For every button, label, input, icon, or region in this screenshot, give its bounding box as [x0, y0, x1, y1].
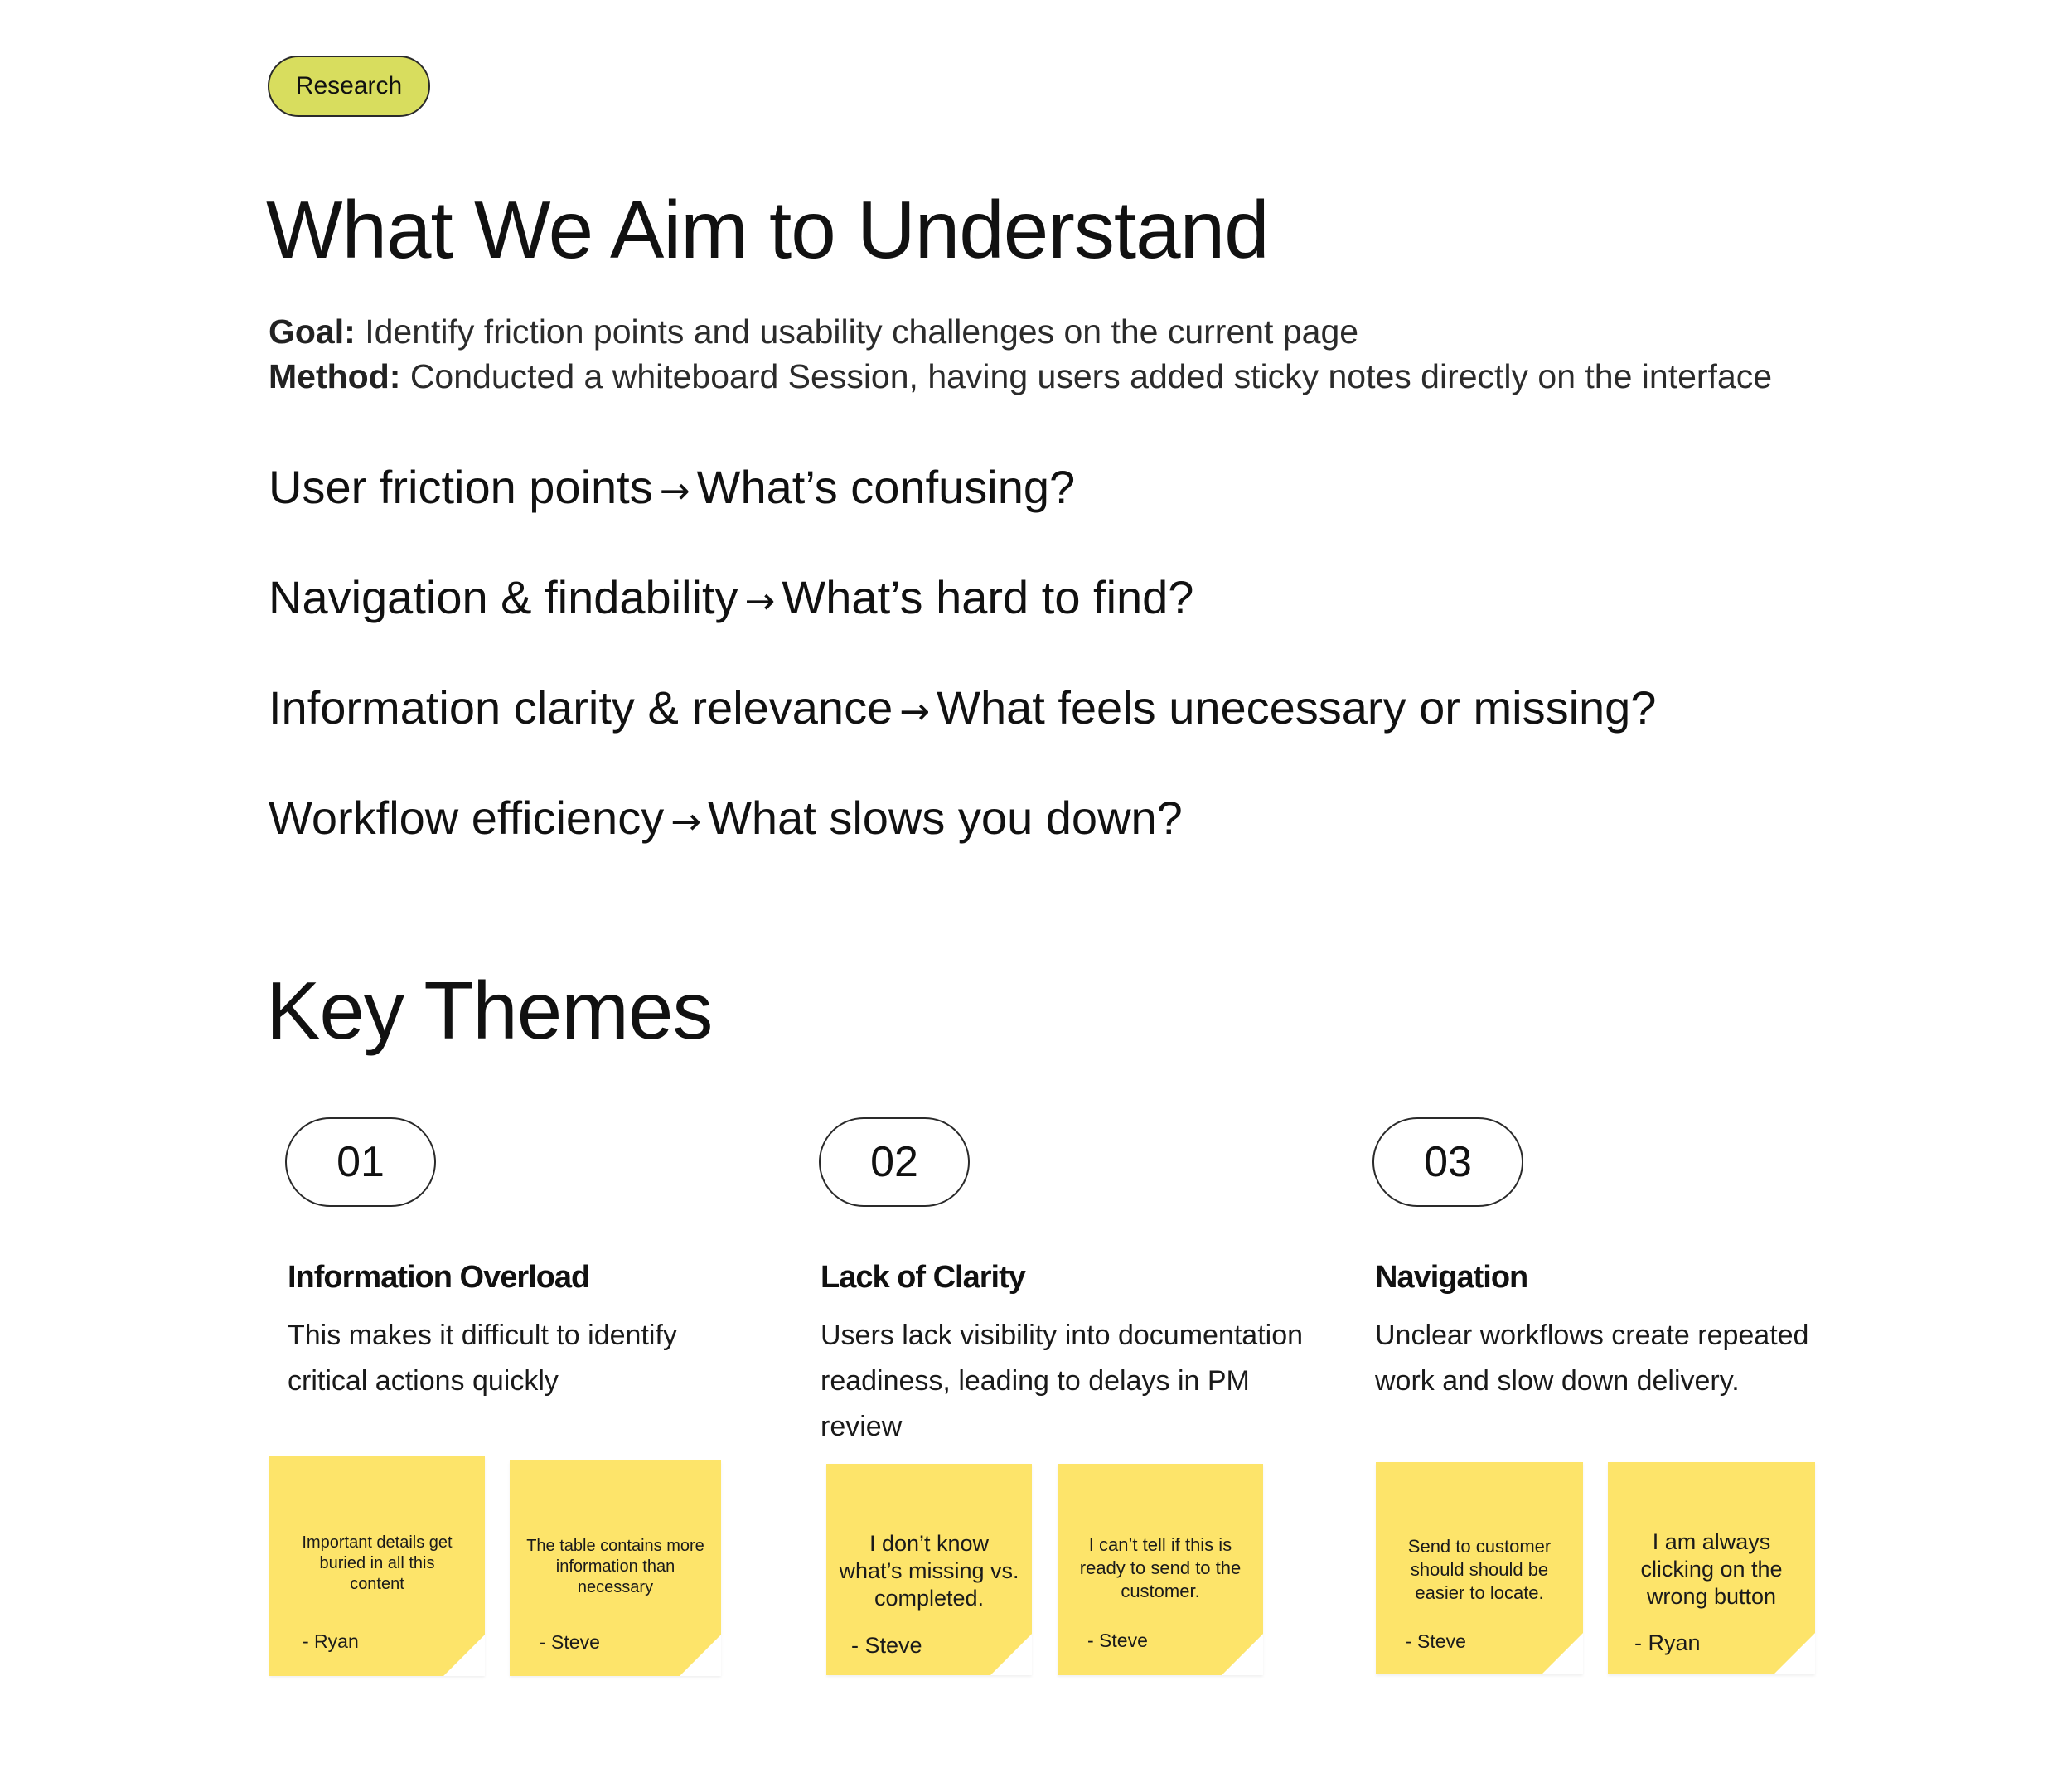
sticky-note — [1376, 1462, 1583, 1674]
question-text: What feels unecessary or missing? — [937, 681, 1657, 734]
themes-heading: Key Themes — [266, 965, 713, 1056]
goal-text: Identify friction points and usability challenges on the current page — [365, 312, 1359, 351]
sticky-note — [1058, 1464, 1263, 1675]
right-arrow-icon: → — [744, 580, 776, 622]
question-text: What slows you down? — [708, 792, 1183, 844]
right-arrow-icon: → — [899, 690, 931, 733]
question-item — [269, 792, 1183, 844]
theme-title: Information Overload — [288, 1260, 590, 1295]
sticky-note-author: - Steve — [540, 1631, 600, 1653]
question-topic: Information clarity & relevance — [269, 681, 893, 734]
question-item — [269, 681, 1657, 734]
method-label: Method: — [269, 357, 401, 395]
question-item — [269, 461, 1076, 513]
question-item — [269, 571, 1194, 623]
right-arrow-icon: → — [659, 470, 690, 512]
sticky-note-text: The table contains more information than necessary — [526, 1537, 704, 1596]
sticky-note-author: - Ryan — [303, 1630, 359, 1652]
sticky-note-text: I am always clicking on the wrong button — [1640, 1529, 1783, 1609]
theme-title: Navigation — [1375, 1260, 1528, 1295]
question-text: What’s hard to find? — [782, 571, 1194, 623]
sticky-note-author: - Ryan — [1634, 1630, 1701, 1655]
question-topic: User friction points — [269, 461, 653, 513]
sticky-note-text: I can’t tell if this is ready to send to the customer. — [1079, 1534, 1242, 1601]
sticky-note-author: - Steve — [1087, 1630, 1148, 1651]
sticky-note-text: Send to customer should should be easier to locate. — [1407, 1536, 1552, 1603]
theme-description: This makes it difficult to identify critical actions quickly — [288, 1320, 677, 1397]
theme-title: Lack of Clarity — [821, 1260, 1025, 1295]
sticky-note-text: Important details get buried in all this content — [302, 1533, 453, 1593]
research-tag: Research — [268, 56, 430, 117]
question-text: What’s confusing? — [696, 461, 1076, 513]
sticky-note — [1608, 1462, 1815, 1674]
theme-description: Unclear workflows create repeated work and slow down delivery. — [1375, 1320, 1809, 1397]
sticky-note-text: I don’t know what’s missing vs. completed. — [839, 1531, 1019, 1611]
theme-number-badge: 02 — [819, 1117, 970, 1207]
theme-number-badge: 01 — [285, 1117, 436, 1207]
goal-label: Goal: — [269, 312, 356, 351]
question-topic: Workflow efficiency — [269, 792, 665, 844]
sticky-note-author: - Steve — [1406, 1630, 1466, 1652]
question-topic: Navigation & findability — [269, 571, 738, 623]
theme-description: Users lack visibility into documentation readiness, leading to delays in PM review — [821, 1320, 1304, 1442]
sticky-note — [269, 1456, 485, 1676]
method-text: Conducted a whiteboard Session, having users added sticky notes directly on the interface — [409, 357, 1773, 395]
theme-number-badge: 03 — [1372, 1117, 1523, 1207]
sticky-note-author: - Steve — [851, 1633, 922, 1658]
page-title: What We Aim to Understand — [266, 184, 1269, 275]
sticky-note — [826, 1464, 1032, 1675]
goal-line — [269, 312, 1359, 351]
sticky-note — [510, 1460, 721, 1676]
right-arrow-icon: → — [670, 801, 702, 843]
method-line — [269, 357, 1773, 395]
